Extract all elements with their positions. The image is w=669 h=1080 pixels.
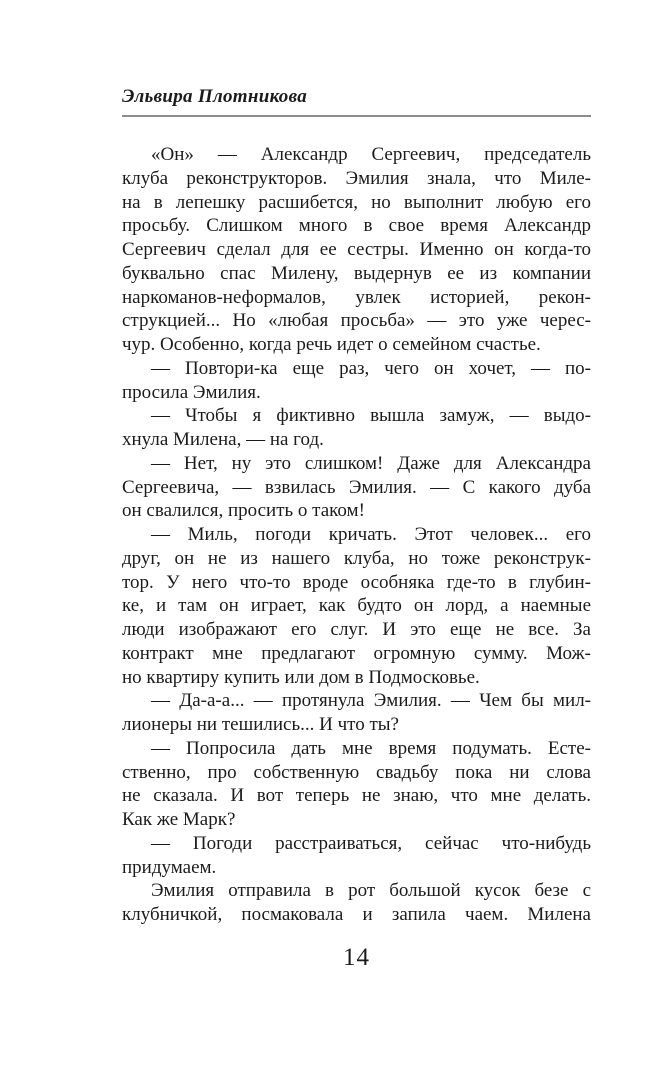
text-line: клуба реконструкторов. Эмилия знала, что Миле- [122,167,591,189]
text-line: струкцией... Но «любая просьба» — это уже черес- [122,310,591,332]
author-name: Эльвира Плотникова [122,86,308,107]
text-line: он свалился, просить о таком! [122,500,365,522]
text-line: придумаем. [122,856,217,878]
text-line: тор. У него что-то вроде особняка где-то в глубин- [122,571,591,593]
text-line: просила Эмилия. [122,381,261,403]
text-line: — Миль, погоди кричать. Этот человек... его [151,524,591,545]
text-line: ке, и там он играет, как будто он лорд, а наемные [122,595,591,617]
text-line: — Попросила дать мне время подумать. Есте- [151,737,591,759]
page-content [122,86,591,972]
body-text [122,143,591,927]
text-line: контракт мне предлагают огромную сумму. Мож- [122,642,591,664]
text-line: «Он» — Александр Сергеевич, председатель [151,144,591,165]
text-line: хнула Милена, — на год. [122,429,324,450]
text-line: буквально спас Милену, выдернув ее из компании [122,262,591,284]
text-line: — Да-а-а... — протянула Эмилия. — Чем бы мил- [151,690,591,712]
text-line: просьбу. Слишком много в свое время Александр [122,215,591,237]
text-line: но квартиру купить или дом в Подмосковье. [122,666,480,688]
text-line: друг, он не из нашего клуба, но тоже реконструк- [122,547,591,569]
text-line: Сергеевич сделал для ее сестры. Именно он когда-то [122,239,591,260]
running-header [122,86,591,115]
text-line: Как же Марк? [122,809,236,830]
text-line: — Нет, ну это слишком! Даже для Александра [151,452,591,474]
text-line: чур. Особенно, когда речь идет о семейном счастье. [122,334,541,355]
text-line: Сергеевича, — взвилась Эмилия. — С какого дуба [122,476,591,498]
text-line: наркоманов-неформалов, увлек историей, рекон- [122,286,591,308]
text-line: люди изображают его слуг. И это еще не все. За [122,619,591,640]
page-number: 14 [343,943,370,971]
text-line: не сказала. И вот теперь не знаю, что мне делать. [122,785,591,807]
text-line: — Чтобы я фиктивно вышла замуж, — выдо- [151,405,591,427]
text-line: Эмилия отправила в рот большой кусок безе с [151,880,591,902]
text-line: клубничкой, посмаковала и запила чаем. Милена [122,904,591,925]
text-line: — Повтори-ка еще раз, чего он хочет, — по- [151,357,591,379]
header-divider [122,115,591,117]
text-line: ственно, про собственную свадьбу пока ни слова [122,761,591,783]
text-line: — Погоди расстраиваться, сейчас что-нибудь [151,832,591,854]
text-line: лионеры ни тешились... И что ты? [122,714,399,735]
text-line: на в лепешку расшибется, но выполнит любую его [122,191,591,213]
